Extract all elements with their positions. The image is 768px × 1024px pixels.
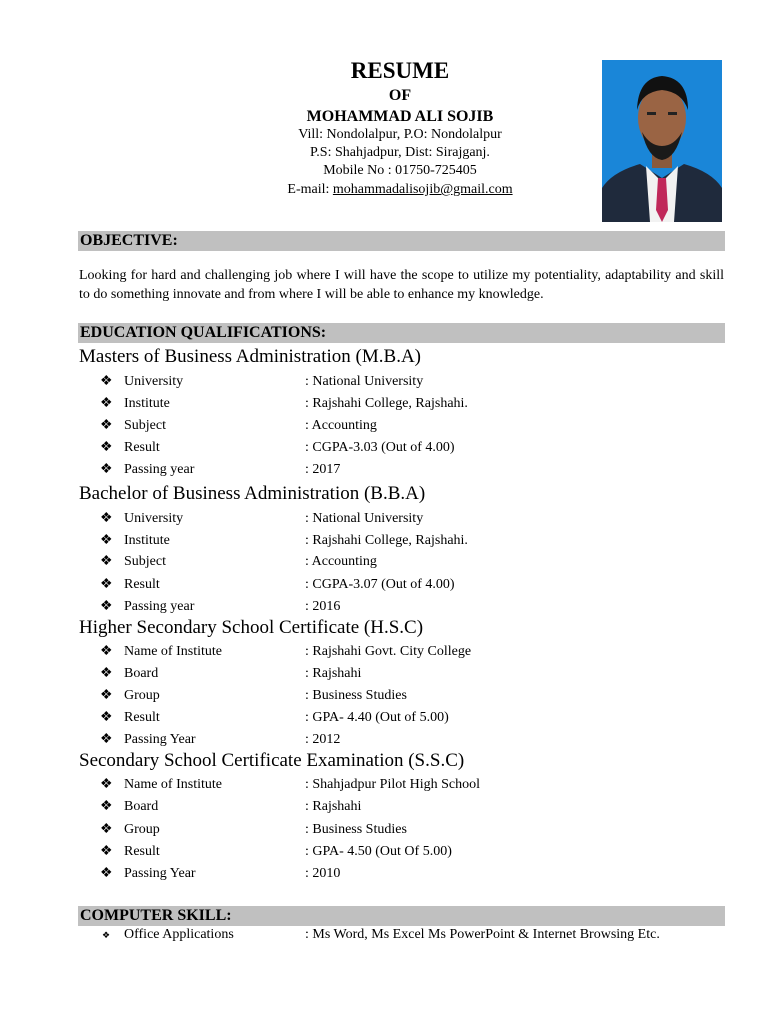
education-section-bar <box>78 323 725 343</box>
row-value: : Rajshahi College, Rajshahi. <box>305 396 468 411</box>
row-label: Name of Institute <box>124 644 222 659</box>
row-value: : GPA- 4.40 (Out of 5.00) <box>305 710 449 725</box>
diamond-bullet-icon: ❖ <box>100 666 113 681</box>
row-label: Passing year <box>124 599 195 614</box>
email-link[interactable]: mohammadalisojib@gmail.com <box>332 182 513 197</box>
row-value: : 2010 <box>305 866 341 881</box>
objective-heading: OBJECTIVE: <box>80 232 178 249</box>
row-label: Group <box>124 822 160 837</box>
row-value: : Rajshahi <box>305 666 362 681</box>
mba-row-institute <box>100 396 720 418</box>
ssc-row-institute <box>100 777 720 799</box>
row-value: : National University <box>305 511 424 526</box>
row-value: : Business Studies <box>305 822 407 837</box>
diamond-bullet-icon: ❖ <box>100 710 113 725</box>
diamond-bullet-icon: ❖ <box>100 418 113 433</box>
hsc-row-board <box>100 666 720 688</box>
diamond-bullet-icon: ❖ <box>100 866 113 881</box>
mba-row-university <box>100 374 720 396</box>
row-value: : 2016 <box>305 599 341 614</box>
diamond-bullet-icon: ❖ <box>100 577 113 592</box>
bba-row-university <box>100 511 720 533</box>
profile-photo-icon <box>602 60 722 222</box>
mba-row-passing-year <box>100 462 720 484</box>
hsc-row-group <box>100 688 720 710</box>
resume-title: RESUME <box>350 58 450 83</box>
ssc-row-group <box>100 822 720 844</box>
ssc-row-passing-year <box>100 866 720 888</box>
mobile-number: Mobile No : 01750-725405 <box>323 163 477 178</box>
row-value: : 2012 <box>305 732 341 747</box>
row-value: : CGPA-3.07 (Out of 4.00) <box>305 577 455 592</box>
diamond-bullet-icon: ❖ <box>100 554 113 569</box>
row-label: Institute <box>124 533 170 548</box>
row-label: Institute <box>124 396 170 411</box>
diamond-bullet-icon: ❖ <box>100 396 113 411</box>
row-value: : Ms Word, Ms Excel Ms PowerPoint & Internet Browsing Etc. <box>305 927 660 942</box>
profile-photo <box>602 60 722 222</box>
hsc-row-institute <box>100 644 720 666</box>
row-label: Result <box>124 577 160 592</box>
bba-row-result <box>100 577 720 599</box>
computer-skill-heading: COMPUTER SKILL: <box>80 907 232 924</box>
ssc-row-result <box>100 844 720 866</box>
row-label: Result <box>124 440 160 455</box>
row-value: : Accounting <box>305 554 377 569</box>
row-label: Result <box>124 844 160 859</box>
resume-of: OF <box>388 87 412 104</box>
diamond-bullet-icon: ❖ <box>100 844 113 859</box>
row-label: Board <box>124 799 159 814</box>
row-label: Board <box>124 666 159 681</box>
row-label: Name of Institute <box>124 777 222 792</box>
diamond-bullet-icon: ❖ <box>100 440 113 455</box>
bba-row-institute <box>100 533 720 555</box>
diamond-bullet-icon: ❖ <box>100 799 113 814</box>
diamond-bullet-icon: ❖ <box>100 732 113 747</box>
diamond-bullet-icon: ❖ <box>100 644 113 659</box>
bba-row-subject <box>100 554 720 576</box>
row-value: : Rajshahi <box>305 799 362 814</box>
diamond-bullet-icon: ❖ <box>100 462 113 477</box>
row-value: : National University <box>305 374 424 389</box>
row-label: Office Applications <box>124 927 234 942</box>
hsc-row-result <box>100 710 720 732</box>
diamond-bullet-icon: ❖ <box>100 822 113 837</box>
row-label: Subject <box>124 554 166 569</box>
degree-title-hsc: Higher Secondary School Certificate (H.S.C) <box>79 617 424 638</box>
row-label: University <box>124 374 184 389</box>
email-line <box>220 182 580 198</box>
row-label: Result <box>124 710 160 725</box>
computer-skill-row <box>100 927 720 949</box>
candidate-name: MOHAMMAD ALI SOJIB <box>306 108 494 125</box>
row-label: Subject <box>124 418 166 433</box>
email-label: E-mail: <box>287 182 333 197</box>
row-value: : CGPA-3.03 (Out of 4.00) <box>305 440 455 455</box>
row-label: Passing Year <box>124 732 196 747</box>
row-value: : 2017 <box>305 462 341 477</box>
diamond-bullet-icon: ❖ <box>100 688 113 703</box>
diamond-bullet-icon: ❖ <box>100 533 113 548</box>
computer-skill-section-bar <box>78 906 725 926</box>
row-value: : Accounting <box>305 418 377 433</box>
row-label: Passing Year <box>124 866 196 881</box>
mba-row-subject <box>100 418 720 440</box>
diamond-bullet-icon: ❖ <box>100 511 113 526</box>
row-value: : Shahjadpur Pilot High School <box>305 777 480 792</box>
row-value: : Rajshahi Govt. City College <box>305 644 472 659</box>
row-label: Passing year <box>124 462 195 477</box>
objective-text: Looking for hard and challenging job where I will have the scope to utilize my potentiality, adaptability and skill to do something innovate and from where I will be able to enhance my knowledge. <box>79 268 724 302</box>
objective-section-bar <box>78 231 725 251</box>
row-value: : GPA- 4.50 (Out Of 5.00) <box>305 844 452 859</box>
address-line-1: Vill: Nondolalpur, P.O: Nondolalpur <box>298 127 502 142</box>
diamond-bullet-icon: ❖ <box>100 599 113 614</box>
degree-title-bba: Bachelor of Business Administration (B.B.A) <box>79 483 426 504</box>
degree-title-mba: Masters of Business Administration (M.B.A) <box>79 346 421 367</box>
address-line-2: P.S: Shahjadpur, Dist: Sirajganj. <box>310 145 490 160</box>
row-value: : Rajshahi College, Rajshahi. <box>305 533 468 548</box>
education-heading: EDUCATION QUALIFICATIONS: <box>80 324 327 341</box>
row-label: University <box>124 511 184 526</box>
mba-row-result <box>100 440 720 462</box>
ssc-row-board <box>100 799 720 821</box>
diamond-bullet-icon: ❖ <box>100 777 113 792</box>
diamond-bullet-icon: ❖ <box>100 374 113 389</box>
row-value: : Business Studies <box>305 688 407 703</box>
diamond-bullet-icon: ❖ <box>102 930 111 940</box>
degree-title-ssc: Secondary School Certificate Examination (S.S.C) <box>79 750 465 771</box>
row-label: Group <box>124 688 160 703</box>
